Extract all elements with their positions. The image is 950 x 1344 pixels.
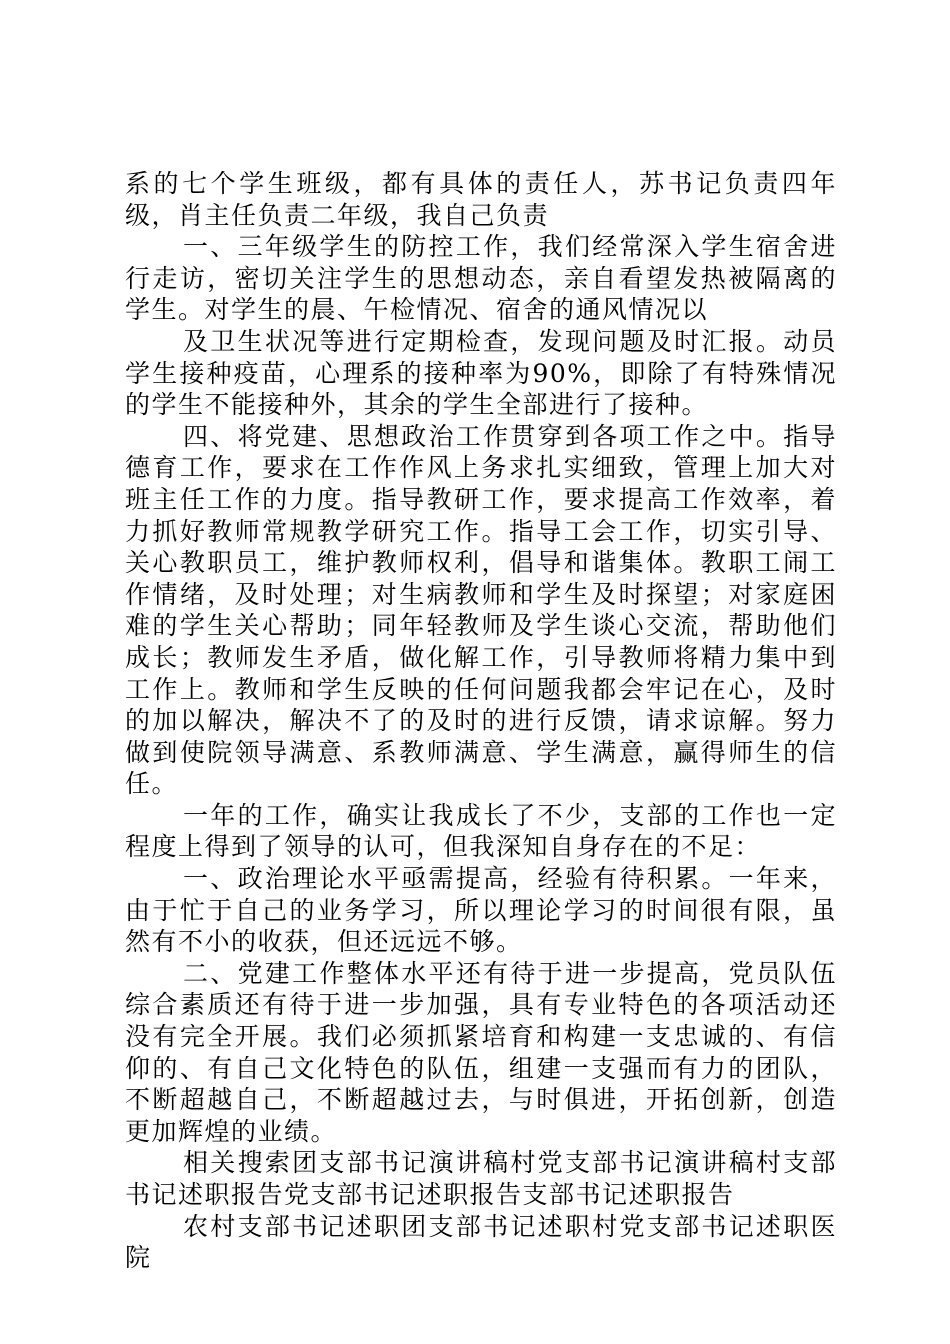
paragraph: 一、三年级学生的防控工作，我们经常深入学生宿舍进行走访，密切关注学生的思想动态，亲自看望发热被隔离的学生。对学生的晨、午检情况、宿舍的通风情况以 — [125, 232, 837, 325]
paragraph: 系的七个学生班级，都有具体的责任人，苏书记负责四年级，肖主任负责二年级，我自己负责 — [125, 169, 837, 230]
related-search-paragraph: 农村支部书记述职团支部书记述职村党支部书记述职医院 — [125, 1211, 837, 1273]
paragraph: 二、党建工作整体水平还有待于进一步提高，党员队伍综合素质还有待于进一步加强，具有专业特色的各项活动还没有完全开展。我们必须抓紧培育和构建一支忠诚的、有信仰的、有自己文化特色的队伍，组建一支强而有力的团队，不断超越自己，不断超越过去，与时俱进，开拓创新，创造更加辉煌的业绩。 — [125, 958, 837, 1146]
related-search-paragraph: 相关搜索团支部书记演讲稿村党支部书记演讲稿村支部书记述职报告党支部书记述职报告支部书记述职报告 — [125, 1148, 837, 1209]
paragraph: 及卫生状况等进行定期检查，发现问题及时汇报。动员学生接种疫苗，心理系的接种率为90%，即除了有特殊情况的学生不能接种外，其余的学生全部进行了接种。 — [125, 326, 837, 420]
paragraph: 一、政治理论水平亟需提高，经验有待积累。一年来，由于忙于自己的业务学习，所以理论学习的时间很有限，虽然有不小的收获，但还远远不够。 — [125, 864, 837, 957]
document-page — [125, 168, 837, 1274]
paragraph: 一年的工作，确实让我成长了不少，支部的工作也一定程度上得到了领导的认可，但我深知自身存在的不足： — [125, 800, 837, 862]
paragraph: 四、将党建、思想政治工作贯穿到各项工作之中。指导德育工作，要求在工作作风上务求扎实细致，管理上加大对班主任工作的力度。指导教研工作，要求提高工作效率，着力抓好教师常规教学研究工作。指导工会工作，切实引导、关心教职员工，维护教师权利，倡导和谐集体。教职工闹工作情绪，及时处理；对生病教师和学生及时探望；对家庭困难的学生关心帮助；同年轻教师及学生谈心交流，帮助他们成长；教师发生矛盾，做化解工作，引导教师将精力集中到工作上。教师和学生反映的任何问题我都会牢记在心，及时的加以解决，解决不了的及时的进行反馈，请求谅解。努力做到使院领导满意、系教师满意、学生满意，赢得师生的信任。 — [125, 421, 837, 799]
